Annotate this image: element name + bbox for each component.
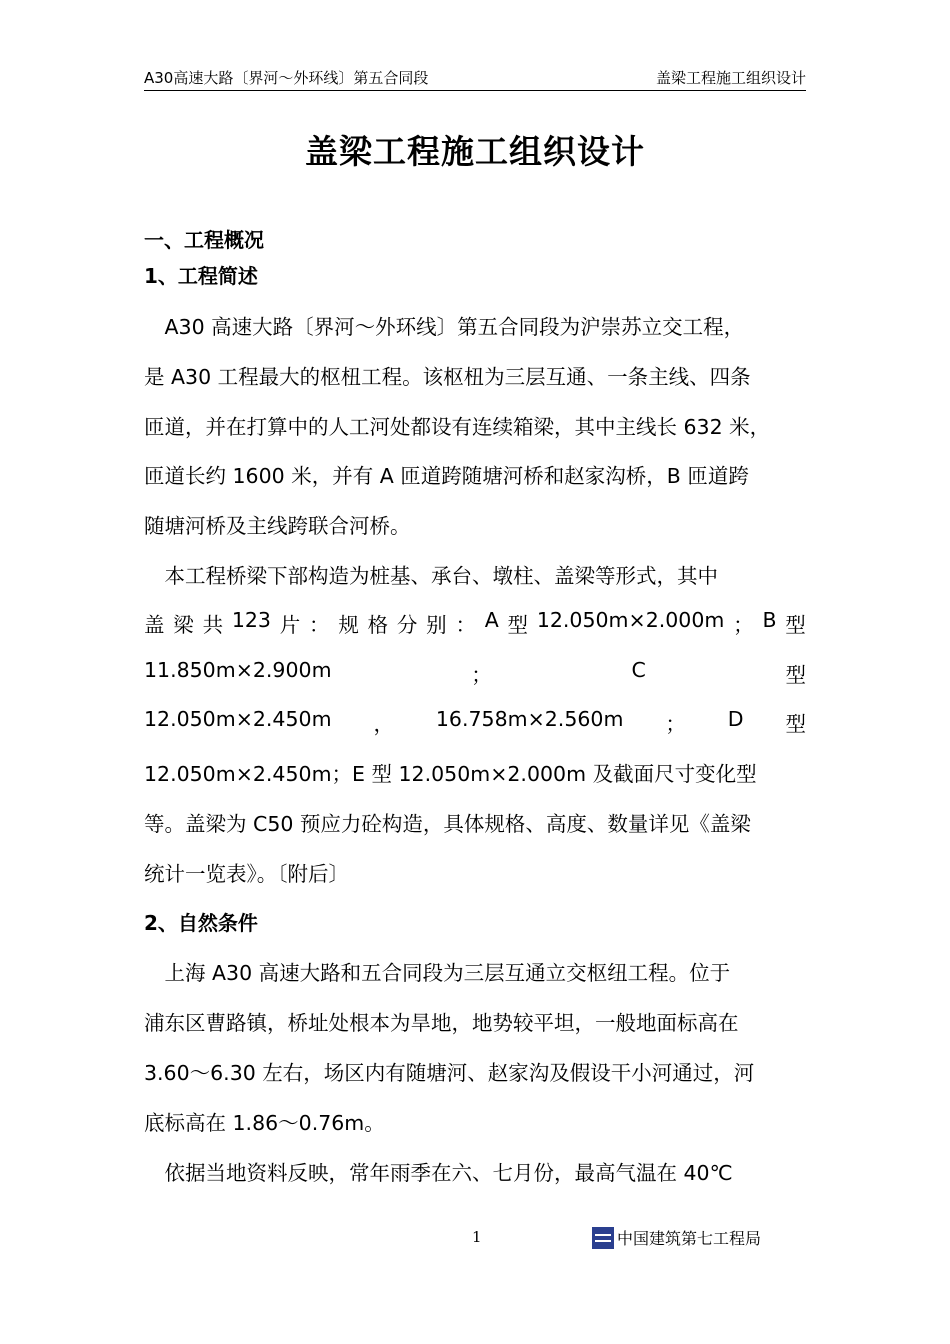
paragraph-line: 3.60～6.30 左右，场区内有随塘河、赵家沟及假设干小河通过，河 [144,1061,755,1085]
paragraph-line: 统计一览表》。〔附后〕 [144,862,349,886]
word: ； [471,663,492,687]
paragraph-line: 浦东区曹路镇，桥址处根本为旱地，地势较平坦，一般地面标高在 [144,1011,739,1035]
word: 16.758m×2.560m [435,707,624,731]
paragraph-line: 上海 A30 高速大路和五合同段为三层互通立交枢纽工程。位于 [144,961,731,985]
paragraph-line: 匝道长约 1600 米，并有 A 匝道跨随塘河桥和赵家沟桥，B 匝道跨 [144,464,749,488]
subsection-heading: 2、自然条件 [144,911,258,935]
paragraph-line: 匝道，并在打算中的人工河处都设有连续箱梁，其中主线长 632 米， [144,415,771,439]
word: ； [665,712,686,736]
justified-line [144,707,806,737]
document-title: 盖梁工程施工组织设计 [305,132,645,171]
word: 片 [279,613,301,637]
header-right: 盖梁工程施工组织设计 [655,69,806,87]
footer-company [592,1226,761,1249]
word: ， [373,712,394,736]
paragraph-line: 是 A30 工程最大的枢杻工程。该枢杻为三层互通、一条主线、四条 [144,365,751,389]
paragraph-line: A30 高速大路〔界河～外环线〕第五合同段为沪崇苏立交工程， [144,315,745,339]
paragraph-line: 本工程桥梁下部构造为桩基、承台、墩柱、盖梁等形式，其中 [144,564,718,588]
word: 梁 [173,613,194,637]
paragraph-line: 随塘河桥及主线跨联合河桥。 [144,514,411,538]
word: 型 [507,613,529,637]
word: D [727,707,744,731]
word: ： [309,613,330,637]
word: A [484,608,499,632]
word: 规 [338,613,359,637]
justified-line [144,608,806,638]
company-name: 中国建筑第七工程局 [617,1229,762,1248]
word: C [631,658,646,682]
paragraph-line: 12.050m×2.450m；E 型 12.050m×2.000m 及截面尺寸变化型 [144,762,757,786]
word: ： [455,613,476,637]
paragraph-line: 依据当地资料反映，常年雨季在六、七月份，最高气温在 40℃ [144,1161,733,1185]
word: 别 [426,613,447,637]
word: 12.050m×2.450m [144,707,332,731]
page-number: 1 [472,1228,482,1246]
word: 分 [396,613,418,637]
word: 11.850m×2.900m [144,658,332,682]
word: 共 [202,613,224,637]
word: 型 [785,712,806,736]
subsection-heading: 1、工程简述 [144,264,258,288]
word: 型 [785,663,806,687]
word: 123 [231,608,271,632]
paragraph-line: 底标高在 1.86～0.76m。 [144,1111,385,1135]
justified-line [144,658,806,688]
word: B [762,608,777,632]
word: 型 [785,613,806,637]
word: 12.050m×2.000m [536,608,725,632]
page-header [144,66,806,91]
section-heading: 一、工程概况 [144,228,264,252]
cscec-logo-icon [592,1227,614,1249]
word: ； [733,613,754,637]
paragraph-line: 等。盖梁为 C50 预应力砼构造，具体规格、高度、数量详见《盖梁 [144,812,751,836]
word: 格 [367,613,389,637]
header-left: A30高速大路〔界河～外环线〕第五合同段 [144,69,429,87]
word: 盖 [144,613,165,637]
